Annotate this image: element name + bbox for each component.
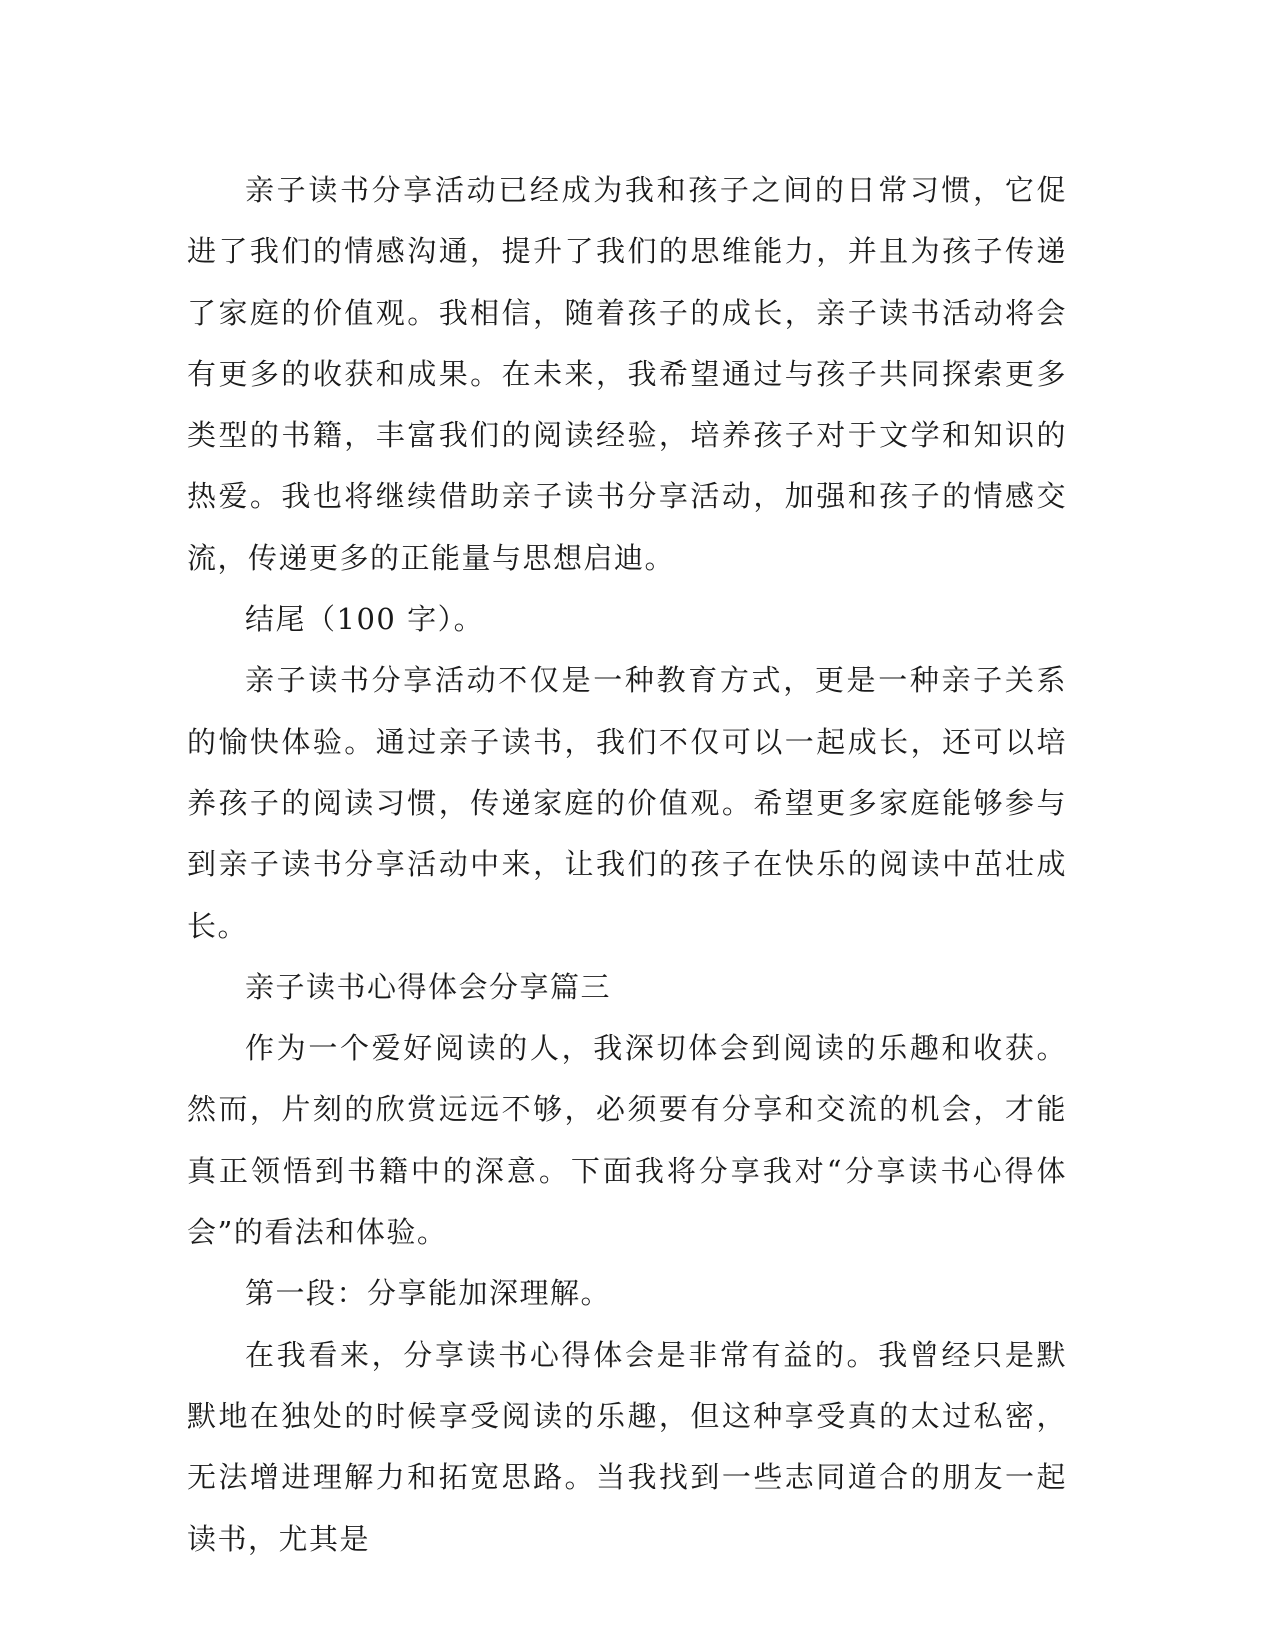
section-heading-ending: 结尾（100 字）。 (245, 602, 485, 637)
document-body (187, 160, 1067, 1570)
article-title-part-three: 亲子读书心得体会分享篇三 (245, 969, 612, 1004)
section-heading-first: 第一段：分享能加深理解。 (245, 1276, 612, 1311)
paragraph-closing-reflection: 亲子读书分享活动已经成为我和孩子之间的日常习惯，它促进了我们的情感沟通，提升了我们的思维能力，并且为孩子传递了家庭的价值观。我相信，随着孩子的成长，亲子读书活动将会有更多的收获和成果。在未来，我希望通过与孩子共同探索更多类型的书籍，丰富我们的阅读经验，培养孩子对于文学和知识的热爱。我也将继续借助亲子读书分享活动，加强和孩子的情感交流，传递更多的正能量与思想启迪。 (187, 173, 1067, 575)
paragraph-introduction: 作为一个爱好阅读的人，我深切体会到阅读的乐趣和收获。然而，片刻的欣赏远远不够，必须要有分享和交流的机会，才能真正领悟到书籍中的深意。下面我将分享我对“分享读书心得体会”的看法和体验。 (187, 1031, 1067, 1250)
paragraph-ending: 亲子读书分享活动不仅是一种教育方式，更是一种亲子关系的愉快体验。通过亲子读书，我们不仅可以一起成长，还可以培养孩子的阅读习惯，传递家庭的价值观。希望更多家庭能够参与到亲子读书分享活动中来，让我们的孩子在快乐的阅读中茁壮成长。 (187, 663, 1067, 943)
paragraph-first-section: 在我看来，分享读书心得体会是非常有益的。我曾经只是默默地在独处的时候享受阅读的乐趣，但这种享受真的太过私密，无法增进理解力和拓宽思路。当我找到一些志同道合的朋友一起读书，尤其是 (187, 1337, 1067, 1556)
